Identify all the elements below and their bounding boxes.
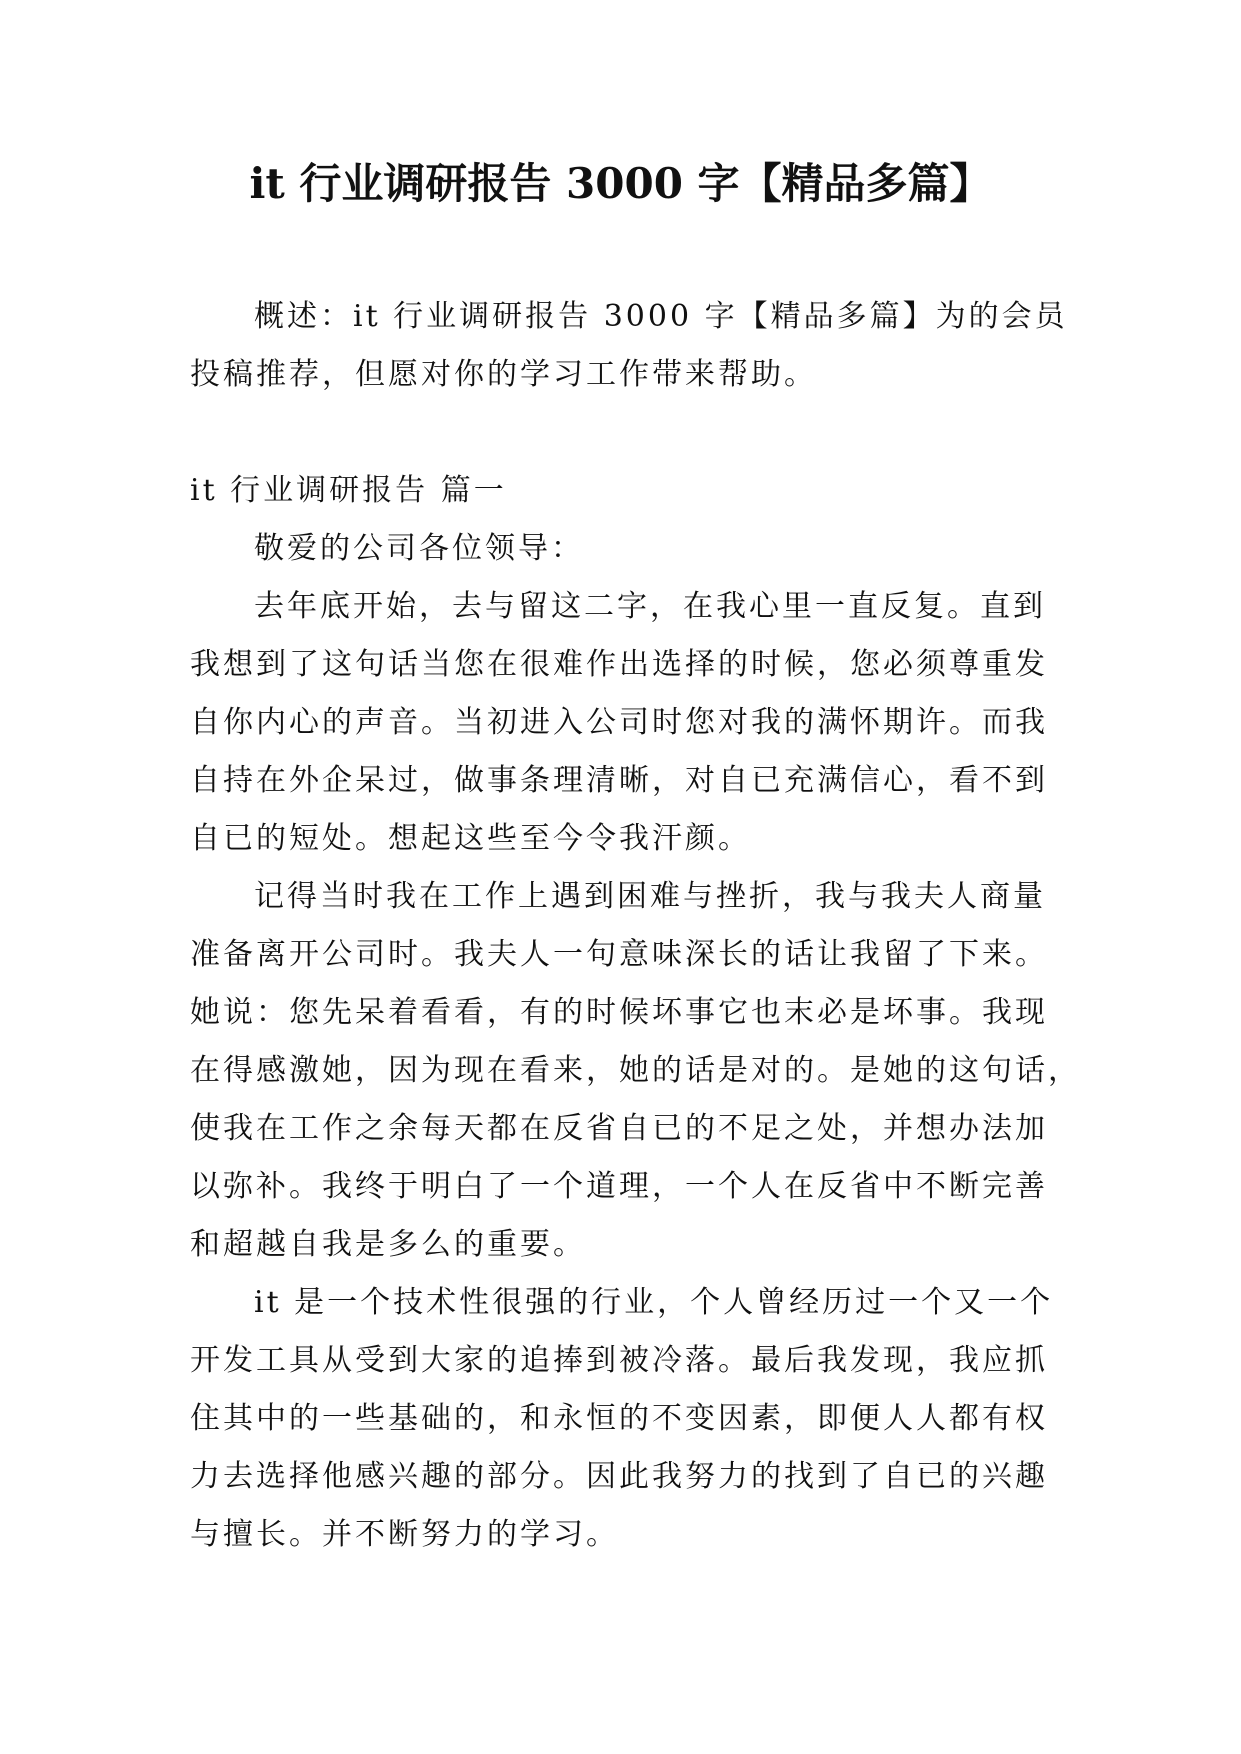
paragraph-line: 和超越自我是多么的重要。 <box>190 1227 586 1262</box>
paragraph-line: 自持在外企呆过，做事条理清晰，对自已充满信心，看不到 <box>190 763 1048 798</box>
summary-paragraph <box>190 288 1070 404</box>
body-paragraph <box>190 1274 1070 1564</box>
paragraph-line: 开发工具从受到大家的追捧到被冷落。最后我发现，我应抓 <box>190 1343 1048 1378</box>
paragraph-line: 在得感激她，因为现在看来，她的话是对的。是她的这句话， <box>190 1053 1081 1088</box>
summary-line: 投稿推荐，但愿对你的学习工作带来帮助。 <box>190 357 817 392</box>
paragraph-line: 与擅长。并不断努力的学习。 <box>190 1517 619 1552</box>
paragraph-line: 去年底开始，去与留这二字，在我心里一直反复。直到 <box>254 589 1046 624</box>
paragraph-line: 她说：您先呆着看看，有的时候坏事它也末必是坏事。我现 <box>190 995 1048 1030</box>
paragraph-line: 以弥补。我终于明白了一个道理，一个人在反省中不断完善 <box>190 1169 1048 1204</box>
paragraph-line: 准备离开公司时。我夫人一句意味深长的话让我留了下来。 <box>190 937 1048 972</box>
paragraph-line: it 是一个技术性很强的行业，个人曾经历过一个又一个 <box>254 1285 1054 1320</box>
paragraph-line: 自你内心的声音。当初进入公司时您对我的满怀期许。而我 <box>190 705 1048 740</box>
body-paragraph <box>190 578 1070 868</box>
paragraph-line: 住其中的一些基础的，和永恒的不变因素，即便人人都有权 <box>190 1401 1048 1436</box>
salutation <box>190 520 1070 578</box>
paragraph-line: 力去选择他感兴趣的部分。因此我努力的找到了自已的兴趣 <box>190 1459 1048 1494</box>
body-paragraph <box>190 868 1081 1274</box>
document-title: it 行业调研报告 3000 字【精品多篇】 <box>249 159 992 208</box>
summary-line: 概述：it 行业调研报告 3000 字【精品多篇】为的会员 <box>254 299 1068 334</box>
paragraph-line: 使我在工作之余每天都在反省自已的不足之处，并想办法加 <box>190 1111 1048 1146</box>
paragraph-line: 记得当时我在工作上遇到困难与挫折，我与我夫人商量 <box>254 879 1046 914</box>
section-heading-text: it 行业调研报告 篇一 <box>190 473 507 508</box>
paragraph-line: 自已的短处。想起这些至今令我汗颜。 <box>190 821 751 856</box>
paragraph-line: 我想到了这句话当您在很难作出选择的时候，您必须尊重发 <box>190 647 1048 682</box>
salutation-text: 敬爱的公司各位领导： <box>254 531 584 566</box>
section-heading <box>190 462 1070 520</box>
